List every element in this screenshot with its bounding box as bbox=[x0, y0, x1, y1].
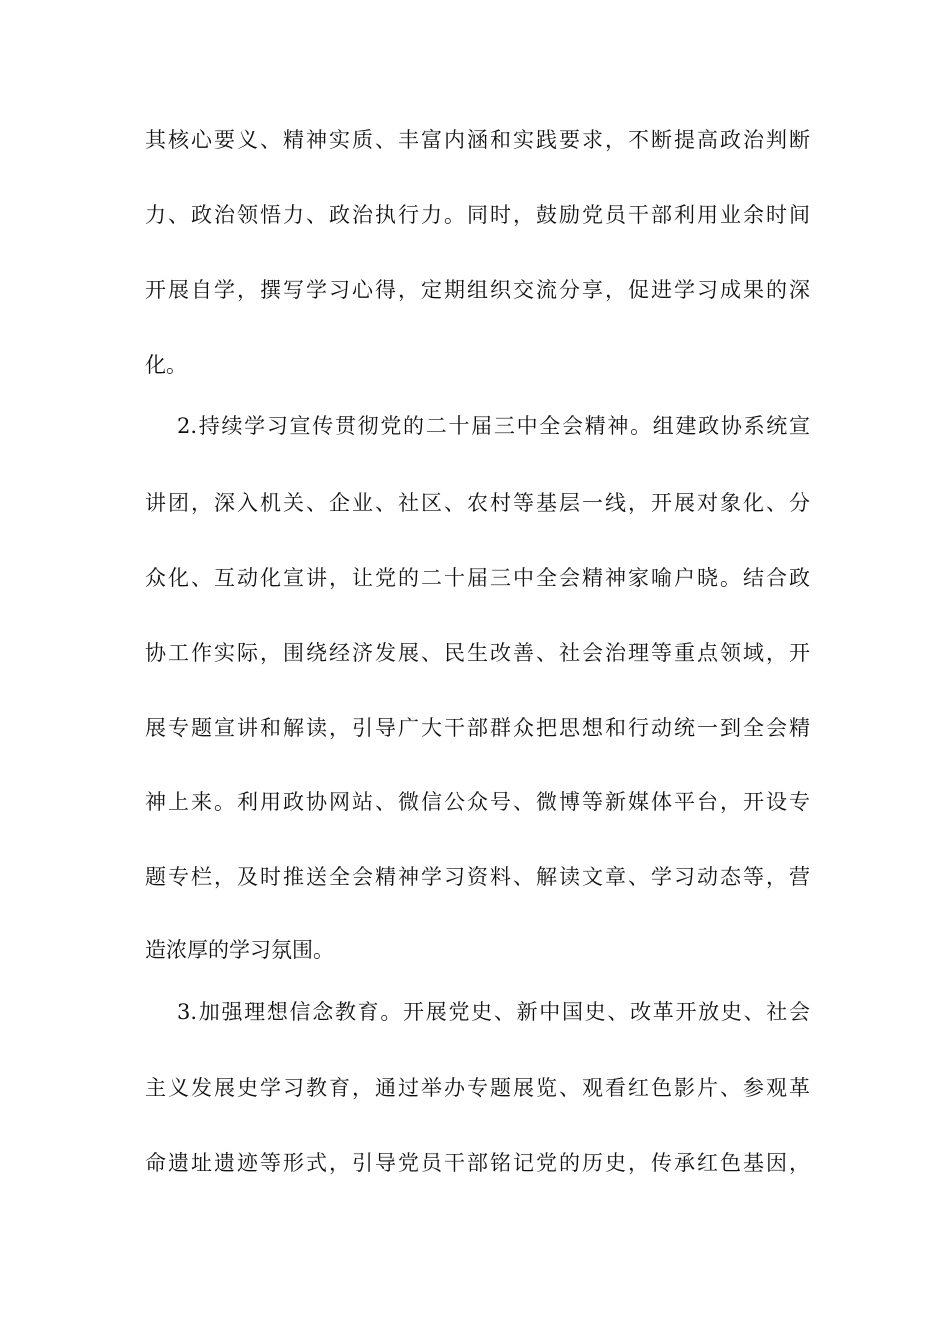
text-line: 3.加强理想信念教育。开展党史、新中国史、改革开放史、社会 bbox=[177, 1000, 810, 1024]
text-line: 其核心要义、精神实质、丰富内涵和实践要求，不断提高政治判断 bbox=[145, 128, 810, 152]
text-line: 开展自学，撰写学习心得，定期组织交流分享，促进学习成果的深 bbox=[145, 278, 810, 302]
text-line: 讲团，深入机关、企业、社区、农村等基层一线，开展对象化、分 bbox=[145, 491, 810, 515]
text-line: 展专题宣讲和解读，引导广大干部群众把思想和行动统一到全会精 bbox=[145, 716, 810, 740]
text-line: 2.持续学习宣传贯彻党的二十届三中全会精神。组建政协系统宣 bbox=[177, 414, 810, 438]
text-line: 化。 bbox=[145, 353, 187, 377]
text-line: 协工作实际，围绕经济发展、民生改善、社会治理等重点领域，开 bbox=[145, 641, 810, 665]
text-line: 命遗址遗迹等形式，引导党员干部铭记党的历史，传承红色基因， bbox=[145, 1151, 810, 1175]
text-line: 力、政治领悟力、政治执行力。同时，鼓励党员干部利用业余时间 bbox=[145, 203, 810, 227]
text-line: 主义发展史学习教育，通过举办专题展览、观看红色影片、参观革 bbox=[145, 1076, 810, 1100]
text-line: 众化、互动化宣讲，让党的二十届三中全会精神家喻户晓。结合政 bbox=[145, 566, 810, 590]
text-line: 造浓厚的学习氛围。 bbox=[145, 938, 334, 962]
text-line: 题专栏，及时推送全会精神学习资料、解读文章、学习动态等，营 bbox=[145, 865, 810, 889]
text-line: 神上来。利用政协网站、微信公众号、微博等新媒体平台，开设专 bbox=[145, 790, 810, 814]
